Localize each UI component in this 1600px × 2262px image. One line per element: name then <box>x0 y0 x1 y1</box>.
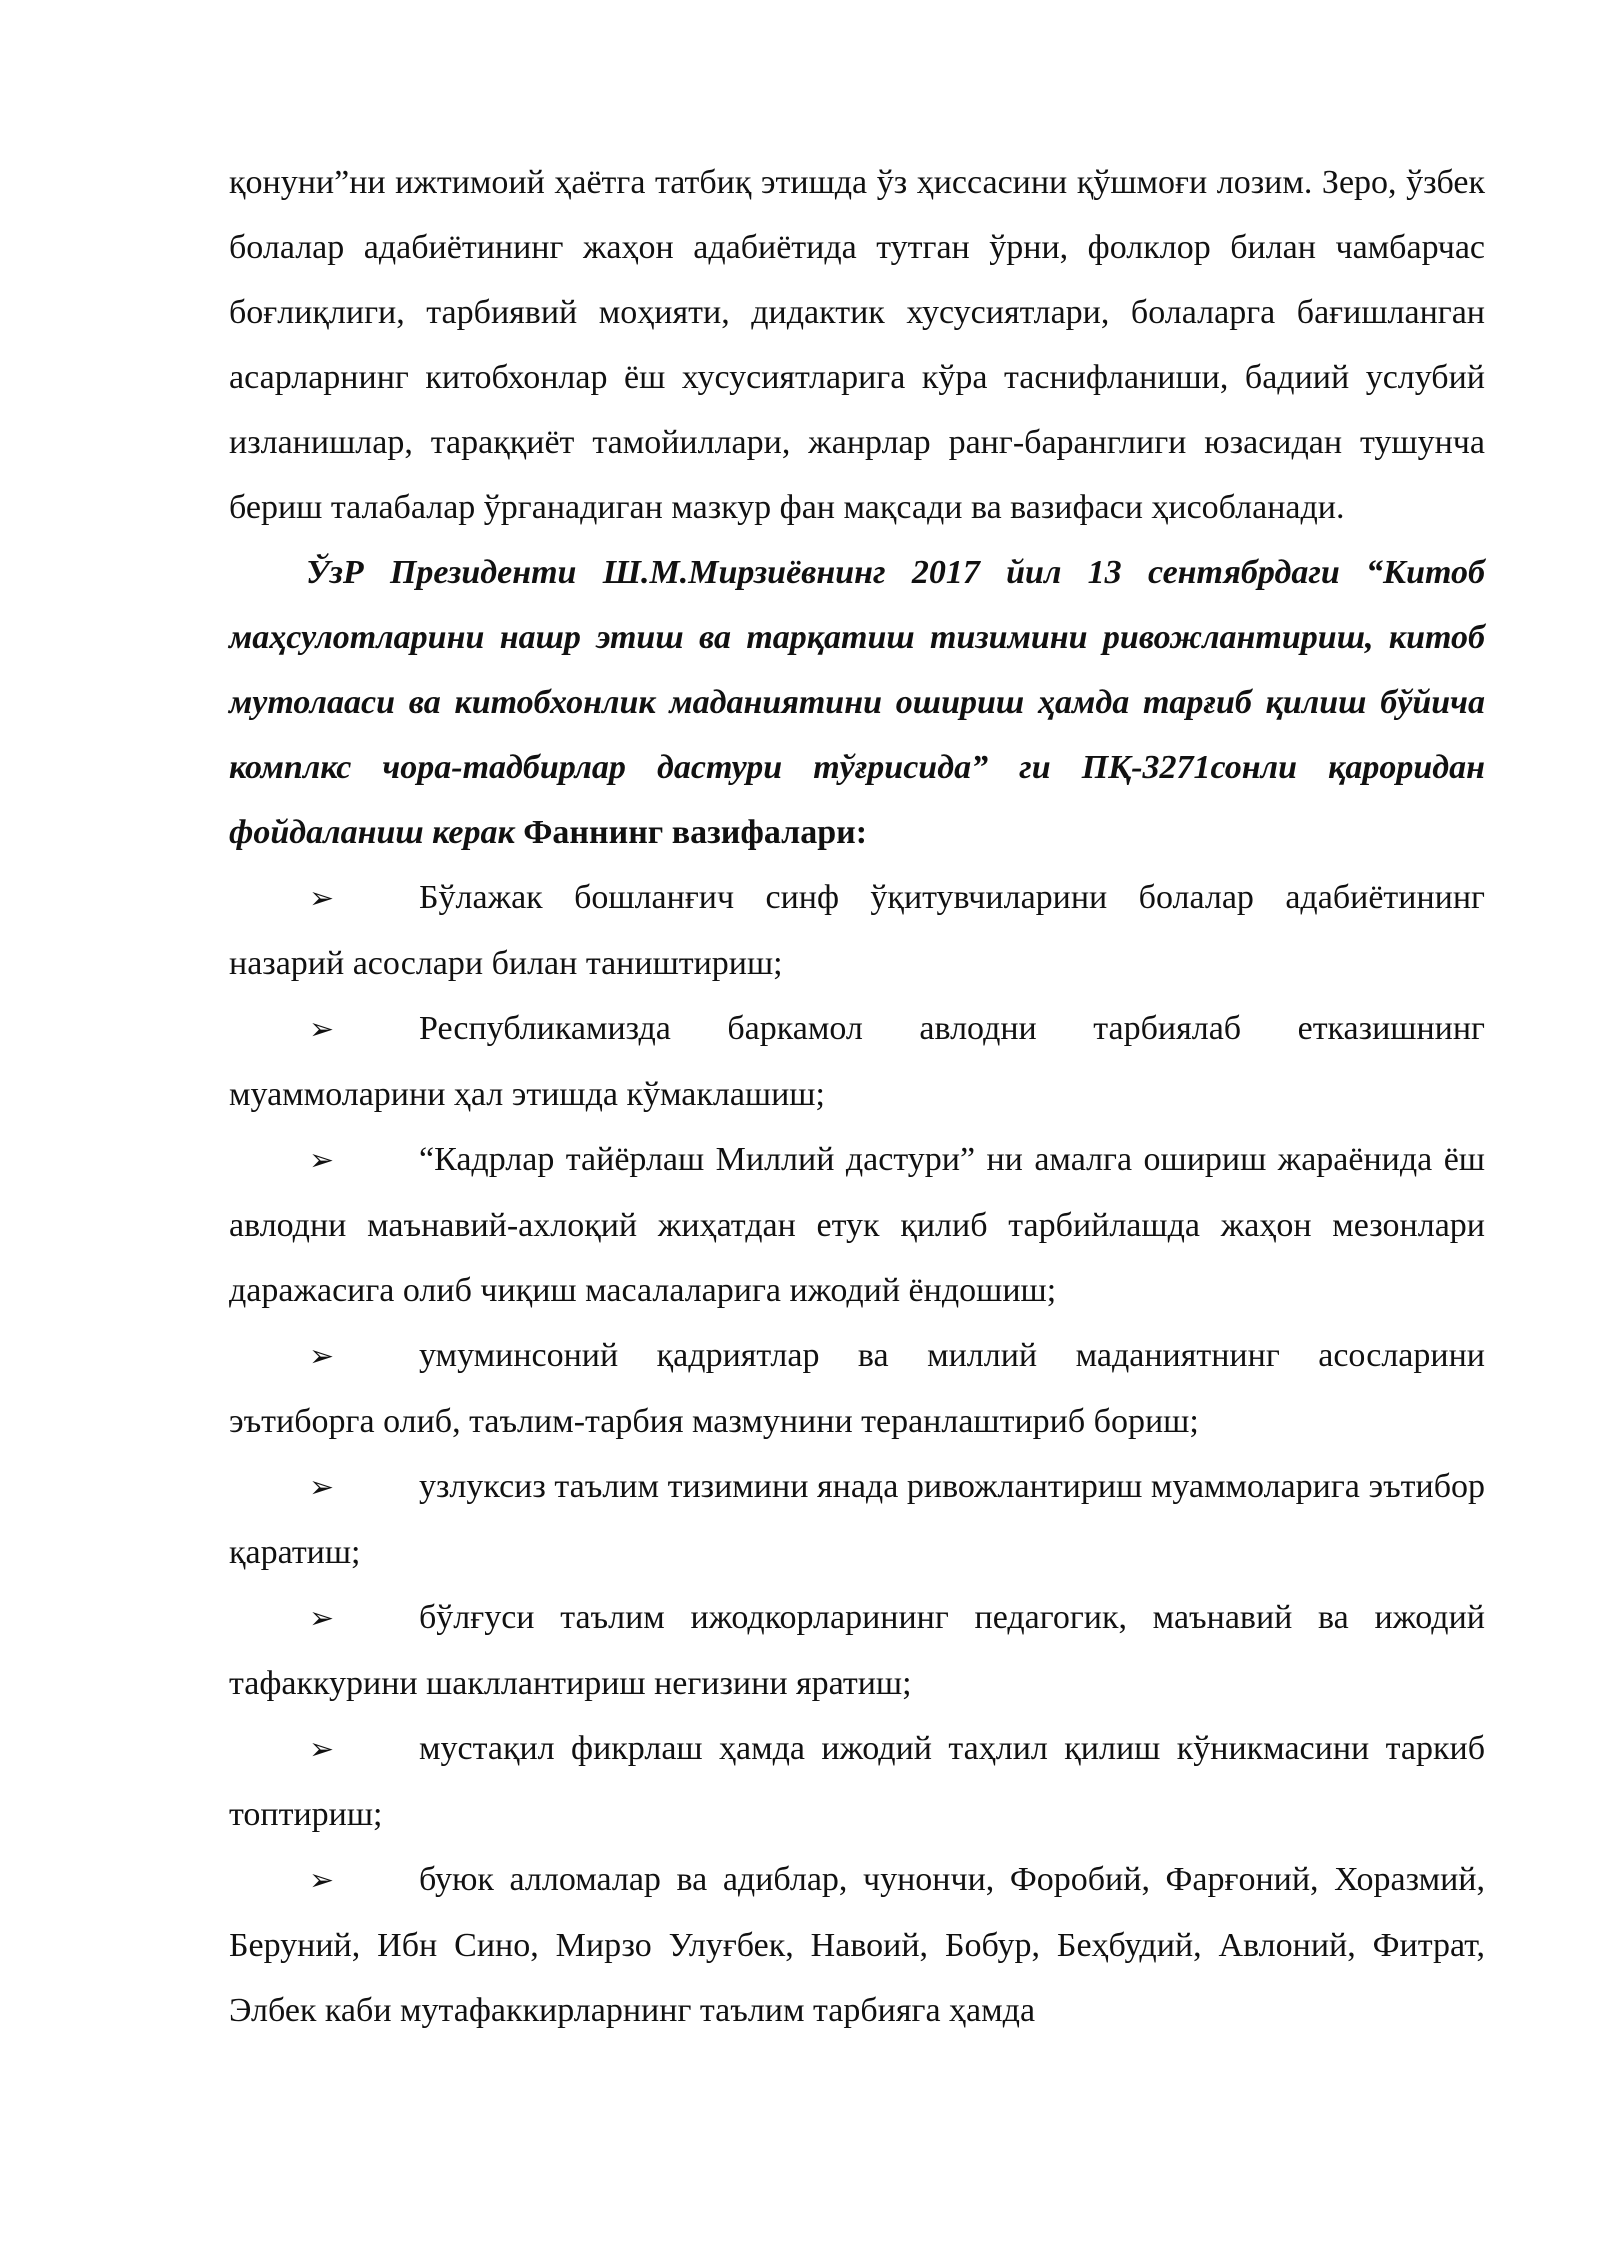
intro-paragraph: қонуни”ни ижтимоий ҳаётга татбиқ этишда ўз ҳиссасини қўшмоғи лозим. Зеро, ўзбек болалар адабиётининг жаҳон адабиётида тутган ўрни, фолклор билан чамбарчас боғлиқлиги, тарбиявий моҳияти, дидактик хусусиятлари, болаларга бағишланган асарларнинг китобхонлар ёш хусусиятларига кўра таснифланиши, бадиий услубий изланишлар, тараққиёт тамойиллари, жанрлар ранг-баранглиги юзасидан тушунча бериш талабалар ўрганадиган мазкур фан мақсади ва вазифаси ҳисобланади. <box>229 164 1485 526</box>
decree-paragraph <box>229 540 1485 865</box>
list-item-text: буюк алломалар ва адиблар, чунончи, Форобий, Фарғоний, Хоразмий, Беруний, Ибн Сино, Мирзо Улуғбек, Навоий, Бобур, Беҳбудий, Авлоний, Фитрат, Элбек каби мутафаккирларнинг таълим тарбияга ҳамда <box>229 1861 1485 2029</box>
arrow-bullet-icon: ➢ <box>309 1012 335 1047</box>
list-item <box>229 1716 1485 1847</box>
list-item-text: мустақил фикрлаш ҳамда ижодий таҳлил қилиш кўникмасини таркиб топтириш; <box>229 1730 1485 1833</box>
arrow-bullet-icon: ➢ <box>309 1339 335 1374</box>
list-item-text: бўлғуси таълим ижодкорларининг педагогик, маънавий ва ижодий тафаккурини шакллантириш негизини яратиш; <box>229 1599 1485 1702</box>
arrow-bullet-icon: ➢ <box>309 881 335 916</box>
tasks-heading: Фаннинг вазифалари: <box>514 814 868 851</box>
tasks-list <box>229 865 1485 2043</box>
list-item <box>229 1323 1485 1454</box>
arrow-bullet-icon: ➢ <box>309 1863 335 1898</box>
decree-reference: ЎзР Президенти Ш.М.Мирзиёвнинг 2017 йил 13 сентябрдаги “Китоб маҳсулотларини нашр этиш ва тарқатиш тизимини ривожлантириш, китоб мутолааси ва китобхонлик маданиятини ошириш ҳамда тарғиб қилиш бўйича комплкс чора-тадбирлар дастури тўғрисида” ги ПҚ-3271сонли қароридан фойдаланиш керак <box>229 554 1485 851</box>
list-item-text: узлуксиз таълим тизимини янада ривожлантириш муаммоларига эътибор қаратиш; <box>229 1468 1485 1571</box>
list-item <box>229 1847 1485 2043</box>
list-item <box>229 1585 1485 1716</box>
list-item-text: “Кадрлар тайёрлаш Миллий дастури” ни амалга ошириш жараёнида ёш авлодни маънавий-ахлоқий жиҳатдан етук қилиб тарбийлашда жаҳон мезонлари даражасига олиб чиқиш масалаларига ижодий ёндошиш; <box>229 1141 1485 1309</box>
arrow-bullet-icon: ➢ <box>309 1601 335 1636</box>
list-item-text: Бўлажак бошланғич синф ўқитувчиларини болалар адабиётининг назарий асослари билан таништириш; <box>229 879 1485 982</box>
list-item-text: Республикамизда баркамол авлодни тарбиялаб етказишнинг муаммоларини ҳал этишда кўмаклашиш; <box>229 1010 1485 1113</box>
list-item <box>229 1454 1485 1585</box>
arrow-bullet-icon: ➢ <box>309 1732 335 1767</box>
list-item <box>229 865 1485 996</box>
list-item-text: умуминсоний қадриятлар ва миллий маданиятнинг асосларини эътиборга олиб, таълим-тарбия мазмунини теранлаштириб бориш; <box>229 1337 1485 1440</box>
arrow-bullet-icon: ➢ <box>309 1143 335 1178</box>
list-item <box>229 1127 1485 1323</box>
arrow-bullet-icon: ➢ <box>309 1470 335 1505</box>
list-item <box>229 996 1485 1127</box>
page-content <box>229 150 1485 2043</box>
